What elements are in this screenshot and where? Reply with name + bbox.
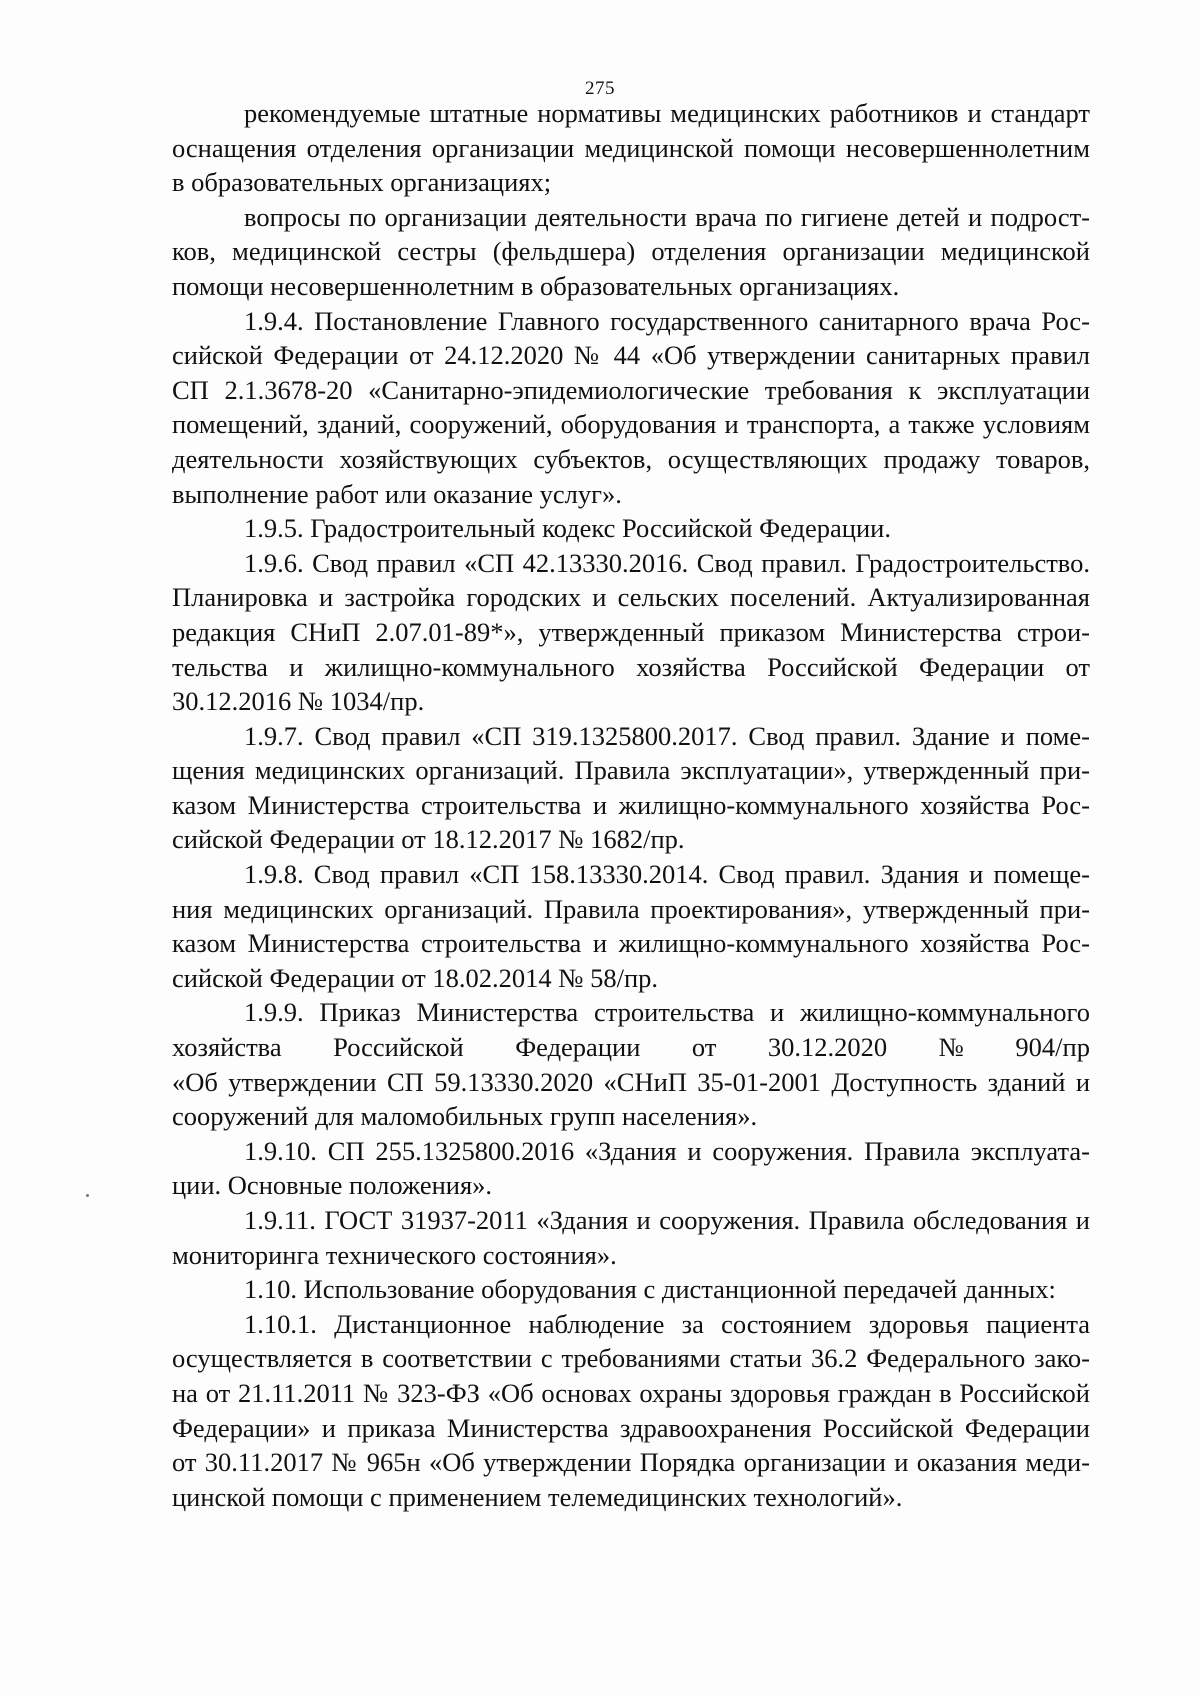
- document-body: [172, 96, 1090, 1514]
- spread-word: хозяйства: [172, 1032, 282, 1063]
- paragraph-1-9-6: 1.9.6. Свод правил «СП 42.13330.2016. Свод правил. Градостроительство. Планировка и застройка городских и сельских поселений. Актуализированная редакция СНиП 2.07.01-89*», утвержденный приказом Министерства строи-тельства и жилищно-коммунального хозяйства Российской Федерации от 30.12.2016 № 1034/пр.: [172, 547, 1090, 717]
- paragraph-1-9-4: 1.9.4. Постановление Главного государственного санитарного врача Рос-сийской Федерации от 24.12.2020 № 44 «Об утверждении санитарных правил СП 2.1.3678-20 «Санитарно-эпидемиологические требования к эксплуатации помещений, зданий, сооружений, оборудования и транспорта, а также условиям деятельности хозяйствующих субъектов, осуществляющих продажу товаров, выполнение работ или оказание услуг».: [172, 305, 1090, 509]
- paragraph-1-9-10: 1.9.10. СП 255.1325800.2016 «Здания и сооружения. Правила эксплуата-ции. Основные положения».: [172, 1135, 1090, 1201]
- scan-speck: [86, 1194, 89, 1197]
- paragraph-1-9-9-rest: «Об утверждении СП 59.13330.2020 «СНиП 35-01-2001 Доступность зданий и сооружений для маломобильных групп населения».: [172, 1066, 1090, 1132]
- paragraph-1-9-5: 1.9.5. Градостроительный кодекс Российской Федерации.: [244, 513, 891, 544]
- paragraph-1-9-8: 1.9.8. Свод правил «СП 158.13330.2014. Свод правил. Здания и помеще-ния медицинских организаций. Правила проектирования», утвержденный при-казом Министерства строительства и жилищно-коммунального хозяйства Рос-сийской Федерации от 18.02.2014 № 58/пр.: [172, 859, 1090, 993]
- spread-word: от: [691, 1032, 717, 1063]
- paragraph-doctor-activity: вопросы по организации деятельности врача по гигиене детей и подрост-ков, медицинской сестры (фельдшера) отделения организации медицинской помощи несовершеннолетним в образовательных организациях.: [172, 201, 1090, 301]
- paragraph-1-9-9-line-1: 1.9.9. Приказ Министерства строительства и жилищно-коммунального: [244, 997, 1090, 1028]
- paragraph-1-9-11: 1.9.11. ГОСТ 31937-2011 «Здания и сооружения. Правила обследования и мониторинга технического состояния».: [172, 1205, 1090, 1270]
- paragraph-1-10-1: 1.10.1. Дистанционное наблюдение за состоянием здоровья пациента осуществляется в соответствии с требованиями статьи 36.2 Федерального зако-на от 21.11.2011 № 323-ФЗ «Об основах охраны здоровья граждан в Российской Федерации» и приказа Министерства здравоохранения Российской Федерации от 30.11.2017 № 965н «Об утверждении Порядка организации и оказания меди-цинской помощи с применением телемедицинских технологий».: [172, 1308, 1090, 1512]
- spread-word: Российской: [333, 1032, 464, 1063]
- paragraph-1-10: 1.10. Использование оборудования с дистанционной передачей данных:: [244, 1274, 1056, 1305]
- spread-word: №: [938, 1032, 964, 1063]
- spread-word: 904/пр: [1015, 1032, 1090, 1063]
- page-number: 275: [585, 78, 615, 99]
- spread-word: 30.12.2020: [767, 1032, 888, 1063]
- paragraph-staff-norms: рекомендуемые штатные нормативы медицинских работников и стандарт оснащения отделения организации медицинской помощи несовершеннолетним в образовательных организациях;: [172, 98, 1090, 198]
- paragraph-1-9-9-line-2: [172, 1030, 1090, 1065]
- paragraph-1-9-7: 1.9.7. Свод правил «СП 319.1325800.2017. Свод правил. Здание и поме-щения медицинских организаций. Правила эксплуатации», утвержденный при-казом Министерства строительства и жилищно-коммунального хозяйства Рос-сийской Федерации от 18.12.2017 № 1682/пр.: [172, 720, 1090, 855]
- spread-word: Федерации: [515, 1032, 641, 1063]
